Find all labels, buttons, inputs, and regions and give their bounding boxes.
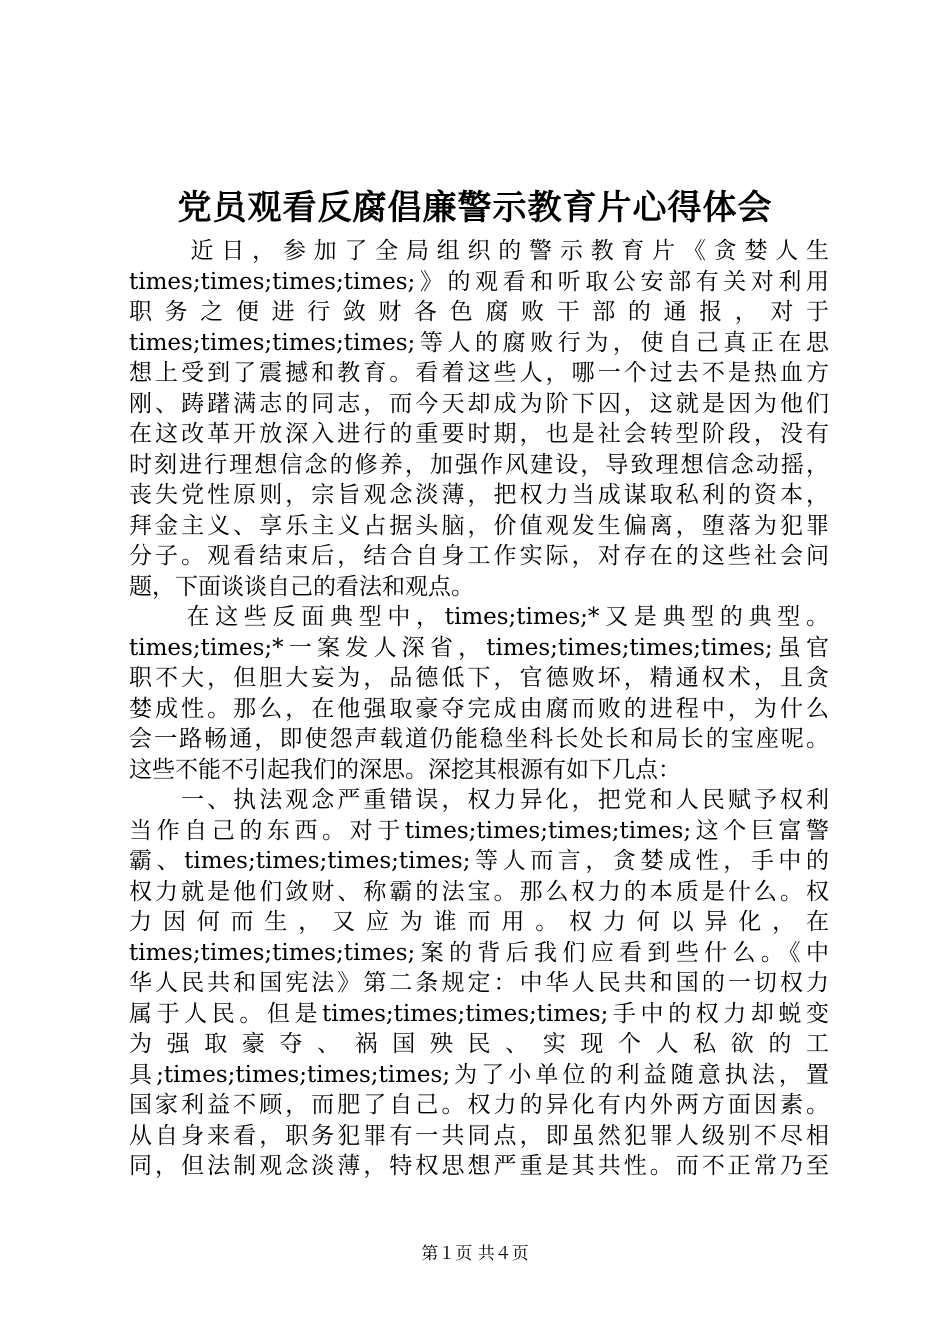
text-line: 当作自己的东西。对于times;times;times;times;这个巨富警 (129, 817, 829, 844)
text-line: times;times;times;times;》的观看和听取公安部有关对利用 (129, 268, 829, 295)
text-line: 为强取豪夺、祸国殃民、实现个人私欲的工 (129, 1031, 829, 1057)
text-line: 属于人民。但是times;times;times;times;手中的权力却蜕变 (129, 1000, 829, 1027)
text-line: 近日，参加了全局组织的警示教育片《贪婪人生 (129, 238, 829, 264)
text-line: times;times;times;times;等人的腐败行为，使自己真正在思 (129, 329, 829, 356)
text-line: 权力就是他们敛财、称霸的法宝。那么权力的本质是什么。权 (129, 878, 829, 905)
text-line: 国家利益不顾，而肥了自己。权力的异化有内外两方面因素。 (129, 1092, 829, 1118)
text-line: times;times;times;times;案的背后我们应看到些什么。《中 (129, 939, 829, 966)
document-title: 党员观看反腐倡廉警示教育片心得体会 (177, 188, 773, 228)
text-line: 会一路畅通，即使怨声载道仍能稳坐科长处长和局长的宝座呢。 (129, 726, 829, 752)
text-line: 丧失党性原则，宗旨观念淡薄，把权力当成谋取私利的资本， (129, 482, 829, 508)
text-line: 在这些反面典型中，times;times;*又是典型的典型。 (129, 604, 829, 630)
text-line: 同，但法制观念淡薄，特权思想严重是其共性。而不正常乃至 (129, 1153, 829, 1179)
text-line: 具;times;times;times;times;为了小单位的利益随意执法，置 (129, 1061, 829, 1088)
text-line: 力因何而生，又应为谁而用。权力何以异化，在 (129, 909, 829, 935)
text-line: 霸、times;times;times;times;等人而言，贪婪成性，手中的 (129, 848, 829, 874)
text-line: 题，下面谈谈自己的看法和观点。 (129, 573, 474, 600)
text-line: 分子。观看结束后，结合自身工作实际，对存在的这些社会问 (129, 543, 829, 569)
text-line: 想上受到了震撼和教育。看着这些人，哪一个过去不是热血方 (129, 360, 829, 386)
text-line: 拜金主义、享乐主义占据头脑，价值观发生偏离，堕落为犯罪 (129, 512, 829, 539)
text-line: 华人民共和国宪法》第二条规定：中华人民共和国的一切权力 (129, 970, 829, 996)
text-line: 职务之便进行敛财各色腐败干部的通报，对于 (129, 299, 829, 325)
text-line: 时刻进行理想信念的修养，加强作风建设，导致理想信念动摇， (129, 451, 829, 478)
text-line: 这些不能不引起我们的深思。深挖其根源有如下几点： (129, 756, 681, 783)
text-line: 婪成性。那么，在他强取豪夺完成由腐而败的进程中，为什么 (129, 695, 829, 722)
text-line: 从自身来看，职务犯罪有一共同点，即虽然犯罪人级别不尽相 (129, 1122, 829, 1149)
text-line: 在这改革开放深入进行的重要时期，也是社会转型阶段，没有 (129, 421, 829, 447)
text-line: times;times;*一案发人深省，times;times;times;times;虽官 (129, 634, 829, 661)
page-footer: 第１页 共４页 (421, 1244, 529, 1264)
text-line: 一、执法观念严重错误，权力异化，把党和人民赋予权利 (129, 787, 829, 813)
document-body (129, 236, 829, 1182)
text-line: 刚、踌躇满志的同志，而今天却成为阶下囚，这就是因为他们 (129, 390, 829, 417)
text-line: 职不大，但胆大妄为，品德低下，官德败坏，精通权术，且贪 (129, 665, 829, 691)
